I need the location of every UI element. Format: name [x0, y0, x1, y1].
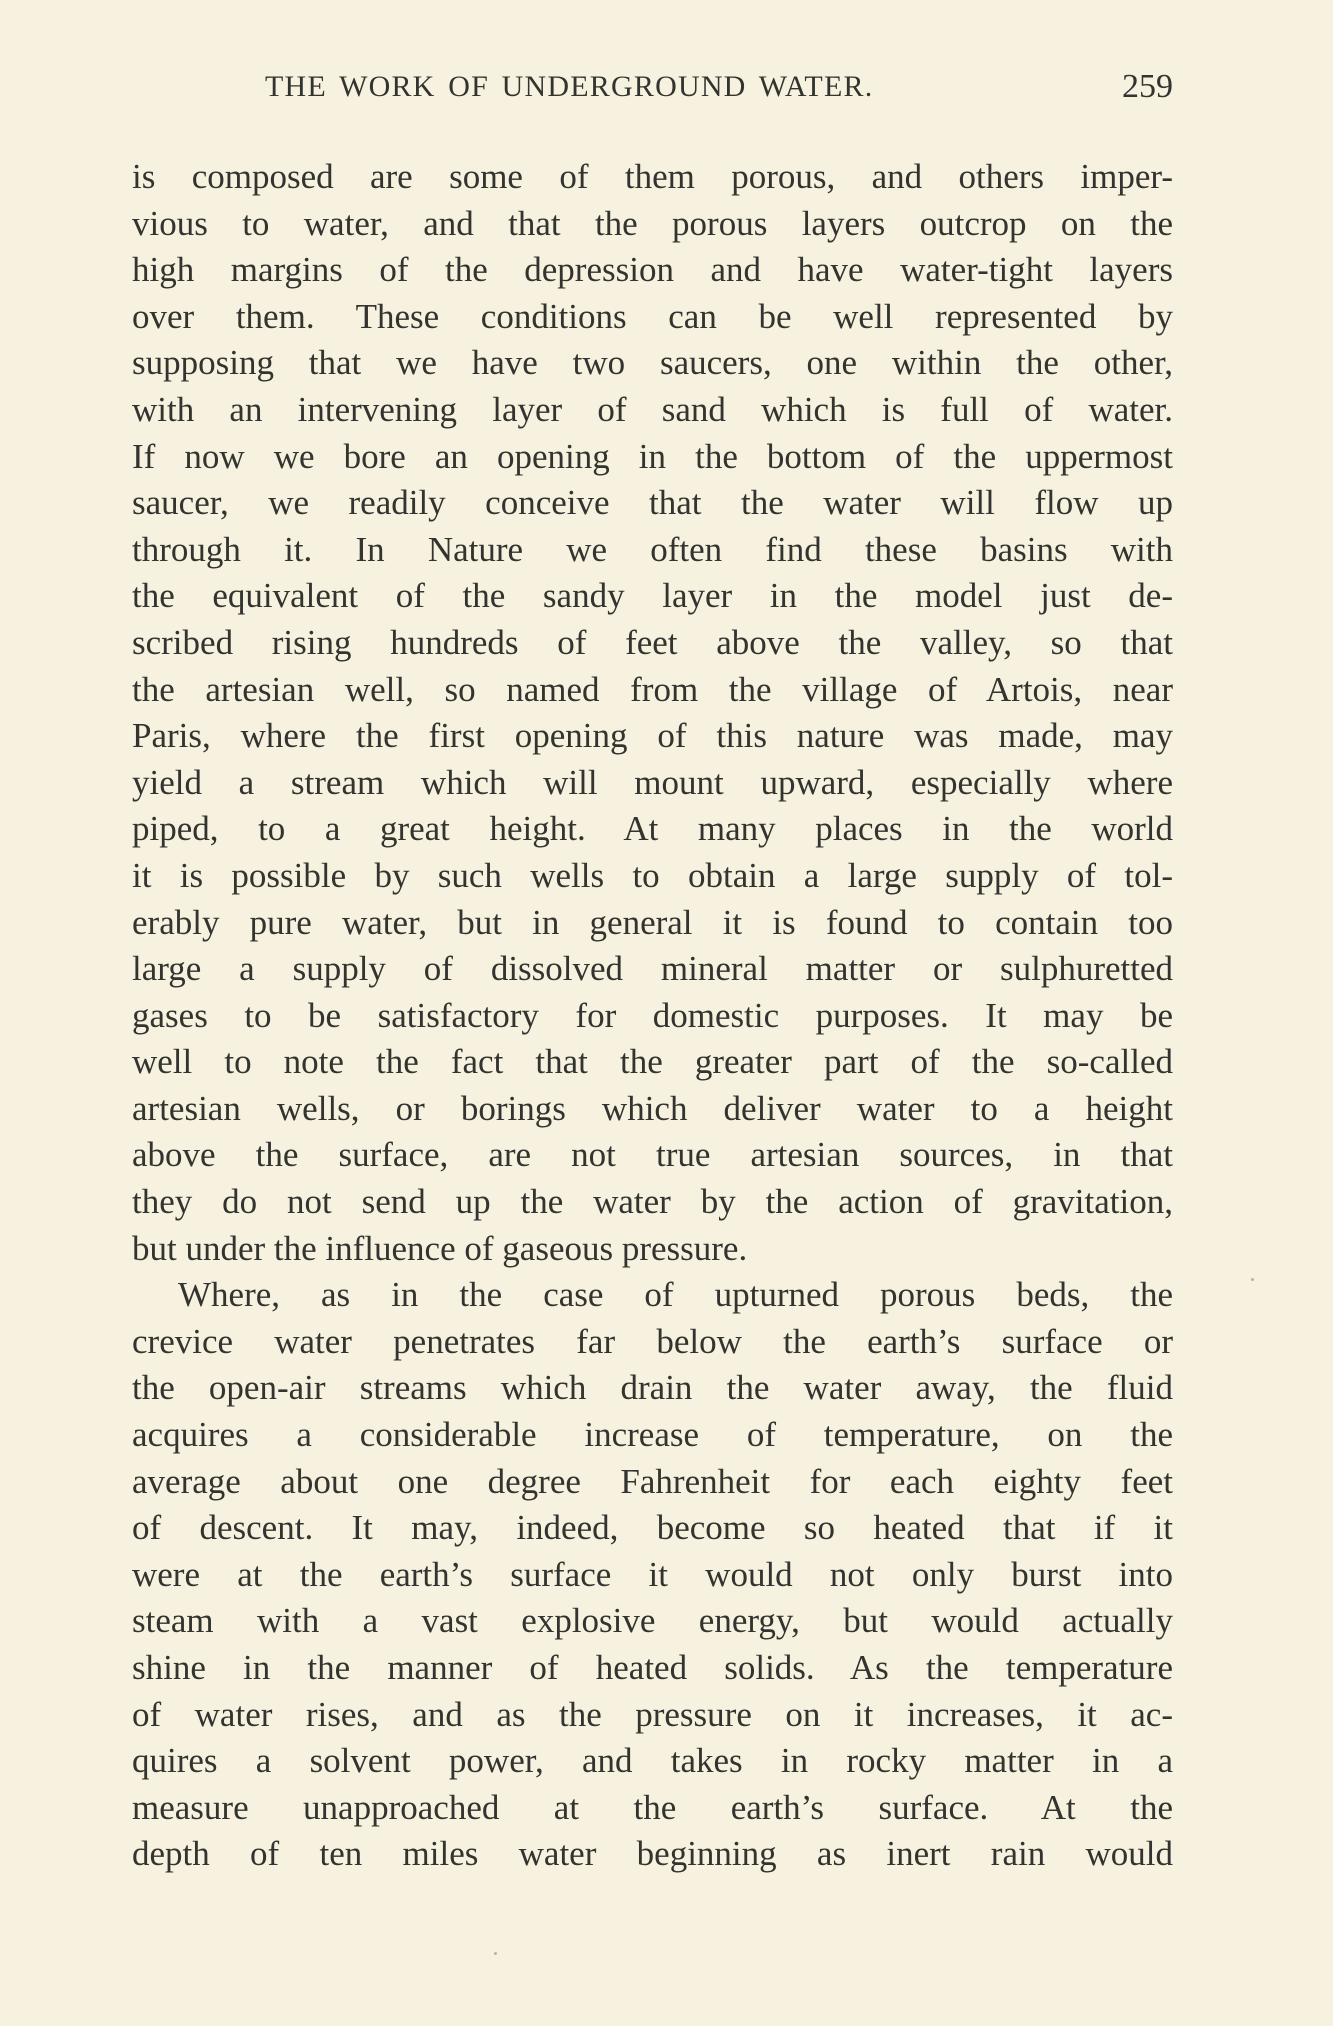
text-line: piped, to a great height. At many places in the world	[132, 809, 1173, 849]
text-line: they do not send up the water by the action of gravitation,	[132, 1182, 1173, 1222]
running-header	[265, 70, 1173, 116]
text-line: average about one degree Fahrenheit for each eighty feet	[132, 1461, 1173, 1501]
text-line: the artesian well, so named from the village of Artois, near	[132, 669, 1173, 709]
page-number: 259	[1122, 68, 1173, 105]
text-line: large a supply of dissolved mineral matter or sulphuretted	[132, 949, 1173, 989]
text-line: If now we bore an opening in the bottom of the uppermost	[132, 436, 1173, 476]
running-title: THE WORK OF UNDERGROUND WATER.	[265, 70, 874, 103]
text-line: of water rises, and as the pressure on it increases, it ac-	[132, 1694, 1173, 1734]
text-line: depth of ten miles water beginning as inert rain would	[132, 1834, 1173, 1874]
text-line: is composed are some of them porous, and others imper-	[132, 157, 1173, 196]
text-line: yield a stream which will mount upward, especially where	[132, 762, 1173, 802]
text-line: artesian wells, or borings which deliver water to a height	[132, 1088, 1173, 1128]
text-line: quires a solvent power, and takes in rocky matter in a	[132, 1741, 1173, 1781]
text-line: crevice water penetrates far below the earth’s surface or	[132, 1321, 1173, 1361]
text-line: steam with a vast explosive energy, but would actually	[132, 1601, 1173, 1641]
text-line: over them. These conditions can be well represented by	[132, 296, 1173, 336]
text-line: the equivalent of the sandy layer in the model just de-	[132, 576, 1173, 616]
paper-speck	[1251, 1278, 1254, 1281]
text-line: above the surface, are not true artesian sources, in that	[132, 1135, 1173, 1175]
body-text	[132, 154, 1173, 1878]
text-line: through it. In Nature we often find these basins with	[132, 529, 1173, 569]
text-line: vious to water, and that the porous layers outcrop on the	[132, 203, 1173, 243]
text-line: were at the earth’s surface it would not only burst into	[132, 1554, 1173, 1594]
text-line: acquires a considerable increase of temperature, on the	[132, 1415, 1173, 1455]
text-line: of descent. It may, indeed, become so heated that if it	[132, 1508, 1173, 1548]
text-line: with an intervening layer of sand which is full of water.	[132, 389, 1173, 429]
text-line: saucer, we readily conceive that the water will flow up	[132, 483, 1173, 523]
text-line: erably pure water, but in general it is found to contain too	[132, 902, 1173, 942]
text-line: scribed rising hundreds of feet above the valley, so that	[132, 622, 1173, 662]
paper-speck	[494, 1952, 497, 1955]
text-line: high margins of the depression and have water-tight layers	[132, 250, 1173, 290]
text-line: Paris, where the first opening of this nature was made, may	[132, 716, 1173, 756]
text-line: well to note the fact that the greater part of the so-called	[132, 1042, 1173, 1082]
text-line: supposing that we have two saucers, one within the other,	[132, 343, 1173, 383]
text-line: it is possible by such wells to obtain a large supply of tol-	[132, 855, 1173, 895]
text-line: shine in the manner of heated solids. As the temperature	[132, 1648, 1173, 1687]
text-line: the open-air streams which drain the water away, the fluid	[132, 1368, 1173, 1408]
text-line: but under the influence of gaseous pressure.	[132, 1228, 748, 1268]
text-line: gases to be satisfactory for domestic purposes. It may be	[132, 995, 1173, 1035]
text-line: Where, as in the case of upturned porous beds, the	[178, 1275, 1173, 1315]
text-line: measure unapproached at the earth’s surface. At the	[132, 1787, 1173, 1827]
